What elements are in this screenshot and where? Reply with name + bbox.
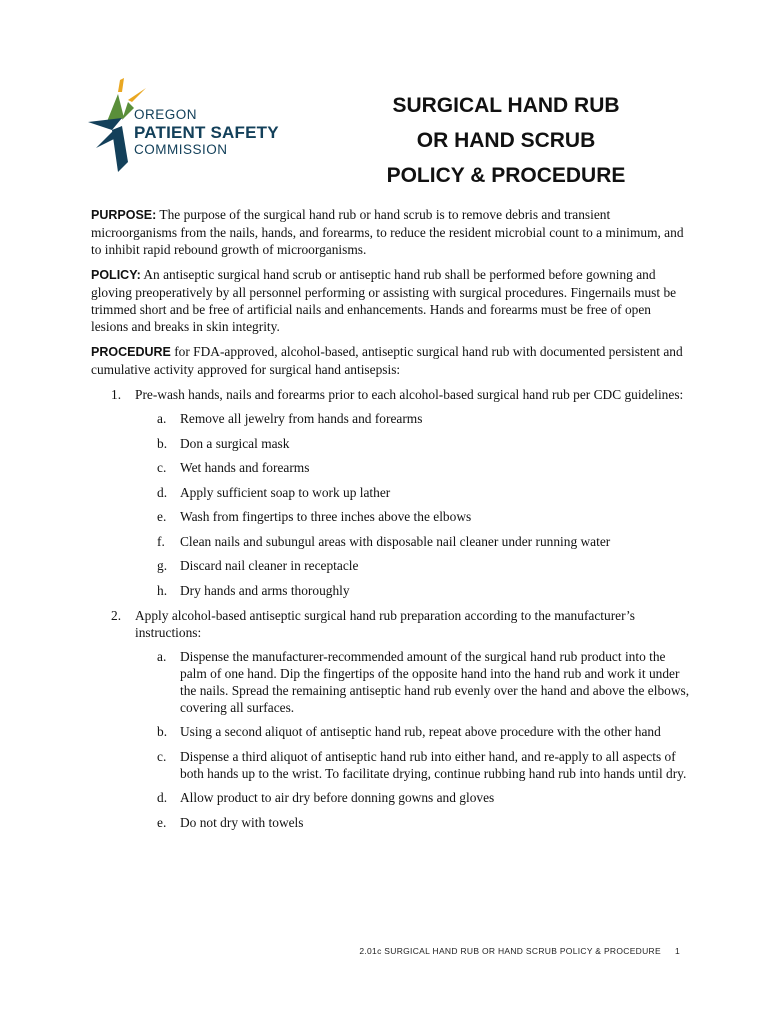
policy-text: An antiseptic surgical hand scrub or antiseptic hand rub shall be performed before gowning and gloving preoperatively by all personnel performing or assisting with surgical procedures. Fingernails must be trimmed short and be free of artificial nails and enhancements. Hands and forearms must be free of open lesions and breaks in skin integrity. <box>91 267 677 334</box>
sub-step <box>135 789 691 806</box>
sub-step-text: Don a surgical mask <box>180 435 290 451</box>
procedure-step <box>91 386 691 599</box>
sub-step-list <box>135 410 691 599</box>
logo-commission-text: COMMISSION <box>134 141 228 157</box>
sub-step <box>135 648 691 716</box>
sub-step-letter: g. <box>157 558 168 573</box>
sub-step <box>135 533 691 550</box>
sub-step <box>135 435 691 452</box>
sub-step-letter: d. <box>157 484 168 500</box>
step-text: Pre-wash hands, nails and forearms prior to each alcohol-based surgical hand rub per CDC guidelines: <box>135 387 684 402</box>
logo-patient-safety-text: PATIENT SAFETY <box>134 122 279 142</box>
footer-document-title: 2.01c SURGICAL HAND RUB OR HAND SCRUB POLICY & PROCEDURE <box>359 946 661 956</box>
policy-label: POLICY: <box>91 268 141 282</box>
sub-step-text: Do not dry with towels <box>180 814 304 830</box>
sub-step-letter: e. <box>157 814 167 830</box>
sub-step <box>135 459 691 476</box>
policy-paragraph <box>91 266 691 335</box>
sub-step-text: Allow product to air dry before donning gowns and gloves <box>180 790 495 805</box>
sub-step-list <box>135 648 691 831</box>
sub-step-letter: d. <box>157 790 168 805</box>
sub-step-letter: b. <box>157 724 168 739</box>
sub-step <box>135 484 691 501</box>
sub-step <box>135 814 691 831</box>
sub-step-text: Wash from fingertips to three inches above the elbows <box>180 509 472 524</box>
sub-step-letter: a. <box>157 411 167 426</box>
document-title <box>356 88 656 193</box>
sub-step <box>135 508 691 525</box>
title-line-1: SURGICAL HAND RUB <box>392 94 620 117</box>
logo-oregon-text: OREGON <box>134 107 198 122</box>
sub-step-text: Using a second aliquot of antiseptic hand rub, repeat above procedure with the other hand <box>180 724 661 739</box>
document-body <box>91 206 691 839</box>
sub-step-letter: b. <box>157 435 168 451</box>
sub-step <box>135 748 691 782</box>
sub-step-letter: h. <box>157 582 168 598</box>
sub-step-letter: c. <box>157 748 167 764</box>
sub-step <box>135 582 691 599</box>
sub-step-text: Dispense the manufacturer-recommended amount of the surgical hand rub product into the palm of one hand. Dip the fingertips of the opposite hand into the hand rub and work it under the nails. Spread the remaining antiseptic hand rub evenly over the hand and above the elbows, covering all surfaces. <box>180 648 690 715</box>
sub-step-text: Apply sufficient soap to work up lather <box>180 484 391 500</box>
sub-step <box>135 723 691 740</box>
sub-step <box>135 557 691 574</box>
purpose-label: PURPOSE: <box>91 208 157 222</box>
step-number: 1. <box>111 387 122 402</box>
sub-step-text: Discard nail cleaner in receptacle <box>180 558 359 573</box>
page-footer <box>0 946 680 956</box>
purpose-paragraph <box>91 206 691 258</box>
sub-step-text: Remove all jewelry from hands and forearms <box>180 411 423 426</box>
page-number: 1 <box>674 946 680 956</box>
title-line-2: OR HAND SCRUB <box>416 129 596 152</box>
sub-step-letter: f. <box>157 533 165 549</box>
sub-step <box>135 410 691 427</box>
step-text: Apply alcohol-based antiseptic surgical hand rub preparation according to the manufacturer’s instructions: <box>135 607 635 640</box>
sub-step-letter: c. <box>157 460 167 475</box>
procedure-step <box>91 607 691 831</box>
procedure-steps <box>91 386 691 831</box>
title-line-3: POLICY & PROCEDURE <box>386 164 626 187</box>
sub-step-text: Dispense a third aliquot of antiseptic hand rub into either hand, and re-apply to all aspects of both hands up to the wrist. To facilitate drying, continue rubbing hand rub into hands until dry. <box>180 748 687 781</box>
sub-step-text: Dry hands and arms thoroughly <box>180 582 350 598</box>
procedure-label: PROCEDURE <box>91 345 171 359</box>
oregon-patient-safety-commission-logo <box>88 78 320 176</box>
sub-step-letter: e. <box>157 509 167 524</box>
sub-step-letter: a. <box>157 648 167 664</box>
procedure-text: for FDA-approved, alcohol-based, antiseptic surgical hand rub with documented persistent and cumulative activity approved for surgical hand antisepsis: <box>91 344 683 377</box>
sub-step-text: Wet hands and forearms <box>180 460 310 475</box>
sub-step-text: Clean nails and subungul areas with disposable nail cleaner under running water <box>180 533 611 549</box>
purpose-text: The purpose of the surgical hand rub or hand scrub is to remove debris and transient microorganisms from the nails, hands, and forearms, to reduce the resident microbial count to a minimum, and to inhibit rapid rebound growth of microorganisms. <box>91 207 684 257</box>
procedure-paragraph <box>91 343 691 378</box>
step-number: 2. <box>111 607 122 623</box>
